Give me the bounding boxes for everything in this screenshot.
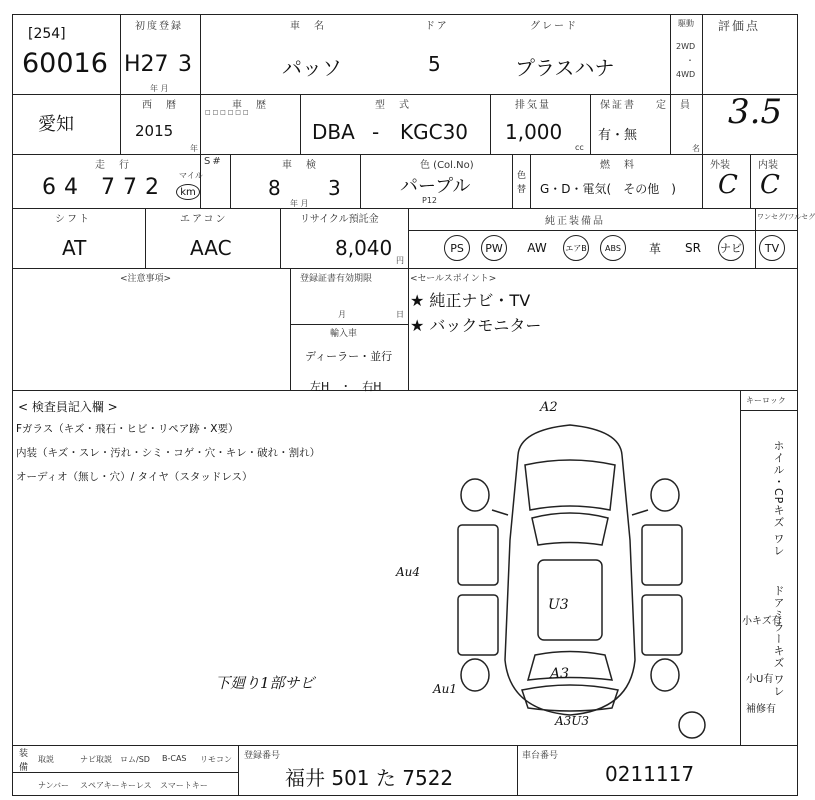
damage-mark-left-rear: Au1 [433, 682, 458, 696]
plate-label: 登録番号 [244, 751, 281, 761]
car-windshield [532, 513, 608, 545]
aircon: AAC [190, 236, 232, 260]
door-right-front [642, 525, 682, 585]
equipment-item: SR [685, 241, 701, 255]
score-value: 3.5 [728, 92, 783, 132]
car-diagram [430, 410, 730, 740]
equipment-item: PS [444, 235, 470, 261]
damage-mark-roof: U3 [548, 597, 569, 613]
recycle-fee: 8,040 [335, 236, 393, 260]
col-divider [230, 154, 231, 208]
row-divider [12, 745, 798, 746]
first-reg-era: H27 [124, 52, 169, 77]
side-note-1: ホイル・CPキズ ワレ [772, 440, 785, 557]
recycle-label: リサイクル預託金 [300, 214, 379, 225]
grade-label: グレード [530, 21, 578, 32]
car-name-label: 車 名 [290, 21, 326, 32]
drive-4wd: 4WD [676, 70, 696, 79]
footer-item: ナビ取説 [80, 755, 112, 764]
first-reg-label: 初度登録 [135, 21, 183, 32]
reg-expiry-label: 登録証書有効期限 [300, 274, 373, 284]
equipment-item: PW [481, 235, 507, 261]
aircon-label: エアコン [180, 214, 228, 225]
shift: AT [62, 236, 87, 260]
warranty-label: 保証書 [600, 100, 636, 111]
car-name: パッソ [282, 56, 342, 80]
col-divider [408, 268, 409, 390]
history-label: 車 歴 [232, 100, 268, 111]
door-label: ドア [425, 21, 449, 32]
repaint-label: 色 替 [515, 170, 525, 194]
damage-mark-left: Au4 [396, 565, 421, 579]
history-notes: □ □ □ □ □ □ [205, 109, 249, 116]
col-divider [408, 208, 409, 268]
sales-label: <セールスポイント> [410, 274, 497, 284]
equipment-item: AW [527, 241, 547, 255]
sales-point-2: ★ バックモニター [410, 316, 542, 335]
equipment-item: 革 [648, 241, 661, 256]
car-body-outline [505, 425, 635, 715]
lot-number: 60016 [22, 48, 108, 79]
drive-label: 駆動 [678, 19, 694, 28]
color-code: P12 [422, 196, 438, 205]
col-divider [590, 94, 591, 154]
col-divider [300, 94, 301, 154]
one-seg-label: ワンセグ/フルセグ [757, 213, 815, 221]
col-divider [360, 154, 361, 208]
footer-item: スペアキー [80, 781, 120, 790]
door-left-rear [458, 595, 498, 655]
footer-item: B-CAS [162, 754, 187, 763]
side-note-3: 小キズ有 [742, 616, 782, 627]
fuel-label: 燃 料 [600, 160, 636, 171]
exterior-grade: C [718, 170, 738, 200]
col-divider [120, 14, 121, 94]
sub-divider [290, 324, 408, 325]
col-divider [530, 154, 531, 208]
col-divider [512, 154, 513, 208]
interior-label: 内装 [758, 160, 778, 171]
km-unit: km [176, 184, 200, 200]
inspector-line-3: オーディオ（無し・穴）/ タイヤ（スタッドレス） [16, 471, 253, 483]
handle-side: 左H ・ 右H [310, 380, 382, 393]
wheel-spare [679, 712, 705, 738]
cc-unit: cc [575, 143, 584, 152]
row-divider [12, 154, 798, 155]
equipment-item: ナビ [718, 235, 744, 261]
col-divider [238, 745, 239, 796]
footer-item: リモコン [200, 755, 232, 764]
color-label: 色 (Col.No) [420, 160, 474, 171]
model-prefix: DBA [312, 120, 355, 144]
col-divider [200, 14, 201, 94]
drive-dot: ・ [686, 56, 694, 65]
damage-mark-front: A2 [540, 400, 558, 415]
inspector-title: < 検査員記入欄 > [18, 400, 118, 414]
col-divider [702, 14, 703, 208]
warranty: 有・無 [598, 128, 638, 143]
sub-divider [12, 772, 238, 773]
displacement: 1,000 [505, 120, 563, 144]
dealer-parallel: ディーラー・並行 [305, 350, 393, 363]
fuel: G・D・電気( その他 ) [540, 182, 676, 196]
wheel-fl [461, 479, 489, 511]
model-label: 型 式 [375, 100, 411, 111]
year: 2015 [135, 122, 174, 140]
ym-unit: 年 月 [290, 199, 309, 208]
col-divider [145, 208, 146, 268]
row-divider [12, 268, 798, 269]
inspector-line-1: Fガラス（キズ・飛石・ヒビ・リペア跡・X要） [16, 423, 239, 435]
sales-point-1: ★ 純正ナビ・TV [410, 291, 531, 310]
capacity-label: 定 員 [656, 100, 692, 111]
footer-item: ナンバー [38, 781, 70, 790]
model-dash: - [372, 120, 380, 144]
col-divider [670, 14, 671, 154]
wheel-rr [651, 659, 679, 691]
col-divider [200, 94, 201, 154]
equipment-item: エアB [563, 235, 589, 261]
footer-item: スマートキー [160, 781, 208, 790]
shift-label: シフト [55, 214, 91, 225]
equip-footer-label: 装 備 [17, 748, 27, 772]
chassis-label: 車台番号 [522, 751, 559, 761]
score-label: 評価点 [718, 19, 761, 33]
grade: プラスハナ [515, 56, 615, 80]
car-hood [525, 460, 615, 510]
notes-label: <注意事項> [120, 274, 172, 284]
exterior-label: 外装 [710, 160, 730, 171]
drive-2wd: 2WD [676, 42, 696, 51]
inspection-label: 車 検 [282, 160, 318, 171]
row-divider [12, 390, 798, 391]
doors: 5 [428, 52, 441, 76]
color: パープル [400, 176, 471, 197]
mirror-left [492, 510, 508, 515]
sub-divider [408, 230, 798, 231]
col-divider [755, 208, 756, 268]
first-reg-month: 3 [178, 52, 192, 77]
side-note-5: 補修有 [746, 704, 776, 715]
prefecture: 愛知 [38, 114, 74, 135]
row-divider [12, 208, 798, 209]
col-divider [200, 154, 201, 208]
equipment-item: TV [759, 235, 785, 261]
mileage-label: 走 行 [95, 160, 131, 171]
year-label: 西 暦 [142, 100, 178, 111]
equipment-item: ABS [600, 235, 626, 261]
damage-mark-bumper: A3U3 [555, 714, 590, 728]
side-note-2: ドアミラーキズ ワレ [772, 585, 785, 698]
car-rear-window [528, 652, 612, 681]
displacement-label: 排気量 [515, 100, 551, 111]
mile-label: マイル [179, 171, 203, 180]
footer-item: キーレス [120, 781, 152, 790]
interior-grade: C [760, 170, 780, 200]
footer-item: ロム/SD [120, 755, 150, 764]
door-left-front [458, 525, 498, 585]
side-note-4: 小U有 [746, 674, 774, 685]
lot-label: [254] [28, 26, 66, 42]
col-divider [280, 208, 281, 268]
col-divider [517, 745, 518, 796]
col-divider [120, 94, 121, 154]
yen-unit: 円 [396, 256, 404, 265]
mirror-right [632, 510, 648, 515]
chassis-number: 0211117 [605, 762, 695, 786]
wheel-rl [461, 659, 489, 691]
col-divider [750, 154, 751, 208]
plate-number: 福井 501 た 7522 [285, 766, 454, 790]
row-divider [12, 94, 798, 95]
col-divider [490, 94, 491, 154]
damage-mark-rear: A3 [550, 666, 570, 682]
inspection-month: 3 [328, 176, 341, 200]
inspection-year: 8 [268, 176, 281, 200]
inspector-line-2: 内装（キズ・スレ・汚れ・シミ・コゲ・穴・キレ・破れ・割れ） [16, 447, 321, 459]
equipment-label: 純正装備品 [545, 216, 605, 227]
day-unit: 日 [396, 310, 404, 319]
wheel-fr [651, 479, 679, 511]
model-code: KGC30 [400, 120, 469, 144]
year-unit: 年 [190, 144, 198, 153]
ym-unit: 年 月 [150, 84, 169, 93]
key-lock-label: キーロック [746, 396, 786, 405]
mileage: 64 772 [42, 175, 167, 200]
footer-item: 取説 [38, 755, 54, 764]
col-divider [290, 268, 291, 390]
sub-divider [740, 410, 798, 411]
handwritten-note: 下廻り1部サビ [215, 674, 315, 692]
capacity-unit: 名 [692, 144, 700, 153]
col-divider [740, 390, 741, 745]
month-unit: 月 [338, 310, 346, 319]
door-right-rear [642, 595, 682, 655]
meter-label: S# [204, 156, 223, 167]
import-label: 輸入車 [330, 329, 358, 339]
